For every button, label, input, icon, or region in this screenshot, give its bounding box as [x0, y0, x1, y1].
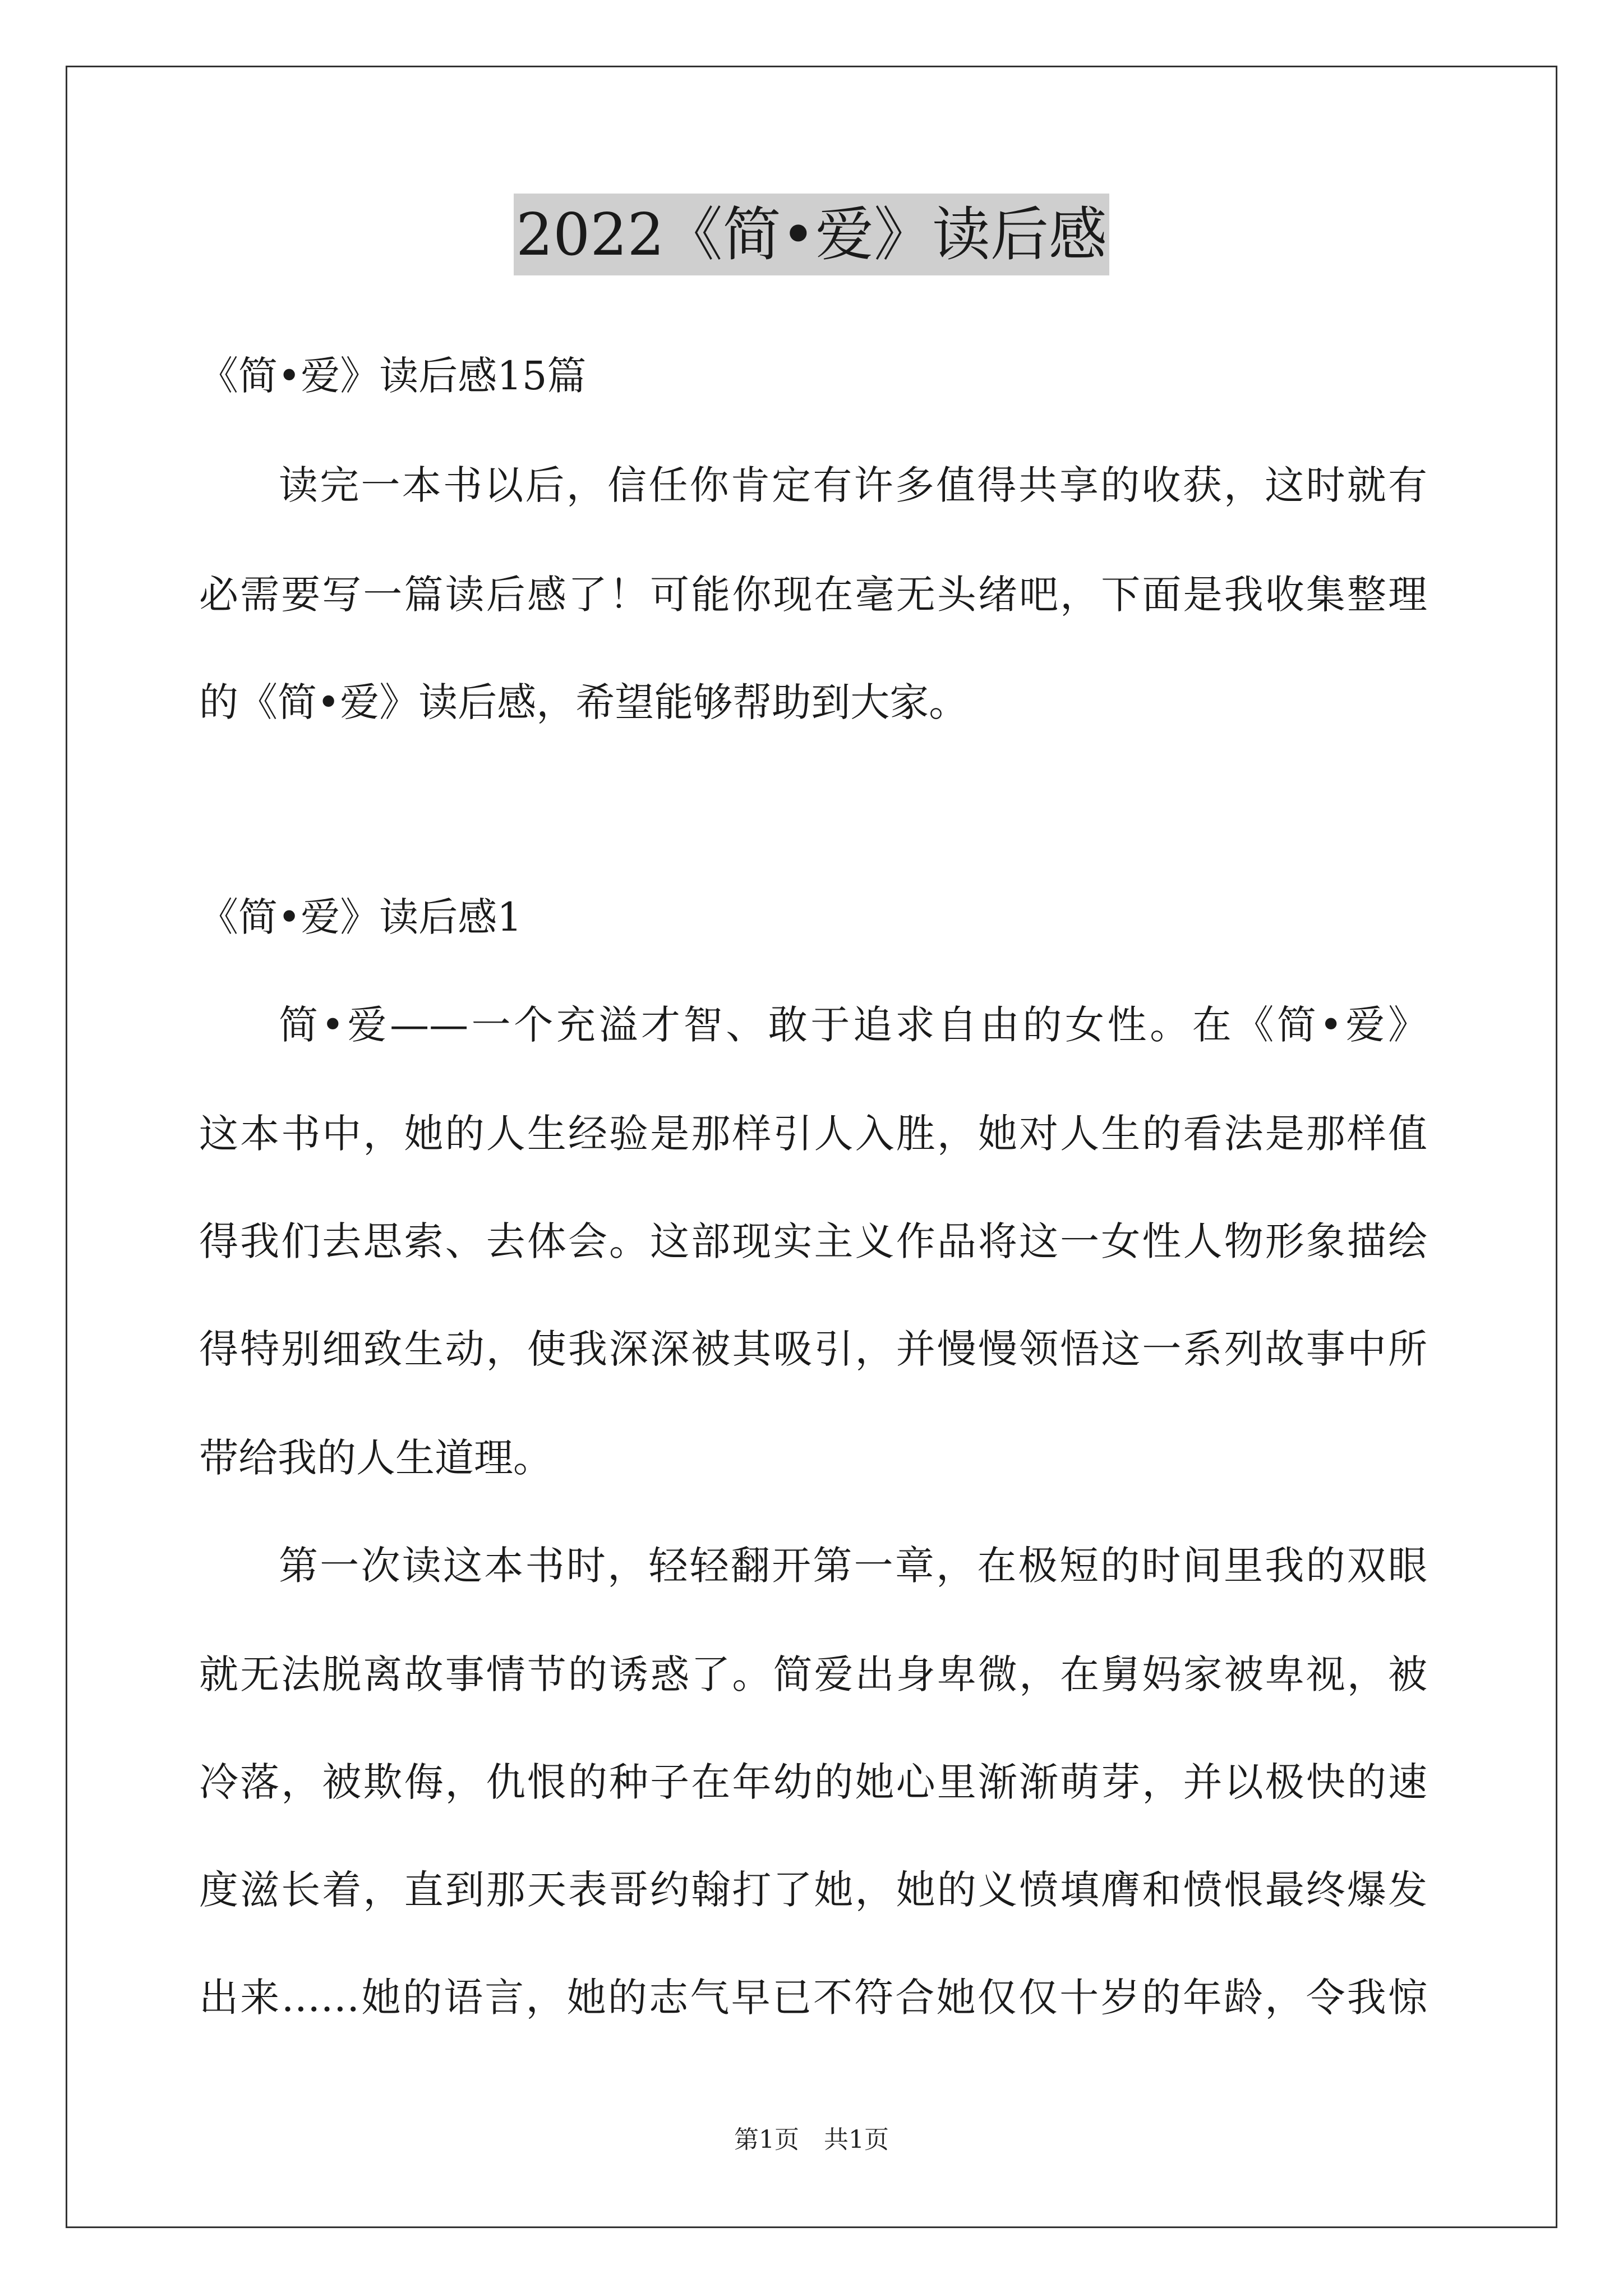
document-title	[0, 194, 1623, 278]
paragraph1-line-5: 带给我的人生道理。	[199, 1435, 552, 1481]
intro-line-2: 必需要写一篇读后感了！可能你现在毫无头绪吧，下面是我收集整理	[199, 572, 1427, 618]
paragraph1-line-1: 简•爱——一个充溢才智、敢于追求自由的女性。在《简•爱》	[279, 1002, 1427, 1048]
paragraph2-line-2: 就无法脱离故事情节的诱惑了。简爱出身卑微，在舅妈家被卑视，被	[199, 1651, 1427, 1697]
section-heading: 《简•爱》读后感1	[199, 894, 522, 940]
paragraph2-line-3: 冷落，被欺侮，仇恨的种子在年幼的她心里渐渐萌芽，并以极快的速	[199, 1759, 1427, 1805]
intro-line-3: 的《简•爱》读后感，希望能够帮助到大家。	[199, 679, 969, 725]
paragraph2-line-4: 度滋长着，直到那天表哥约翰打了她，她的义愤填膺和愤恨最终爆发	[199, 1867, 1427, 1913]
page-footer: 第1页 共1页	[734, 2125, 889, 2154]
paragraph1-line-2: 这本书中，她的人生经验是那样引人入胜，她对人生的看法是那样值	[199, 1111, 1427, 1157]
paragraph1-line-3: 得我们去思索、去体会。这部现实主义作品将这一女性人物形象描绘	[199, 1218, 1427, 1264]
paragraph1-line-4: 得特别细致生动，使我深深被其吸引，并慢慢领悟这一系列故事中所	[199, 1326, 1427, 1372]
paragraph2-line-5: 出来……她的语言，她的志气早已不符合她仅仅十岁的年龄，令我惊	[199, 1975, 1427, 2021]
document-title-text: 2022《简•爱》读后感	[514, 194, 1109, 275]
paragraph2-line-1: 第一次读这本书时，轻轻翻开第一章，在极短的时间里我的双眼	[279, 1543, 1427, 1589]
subtitle: 《简•爱》读后感15篇	[199, 353, 587, 399]
intro-line-1: 读完一本书以后，信任你肯定有许多值得共享的收获，这时就有	[279, 462, 1427, 508]
